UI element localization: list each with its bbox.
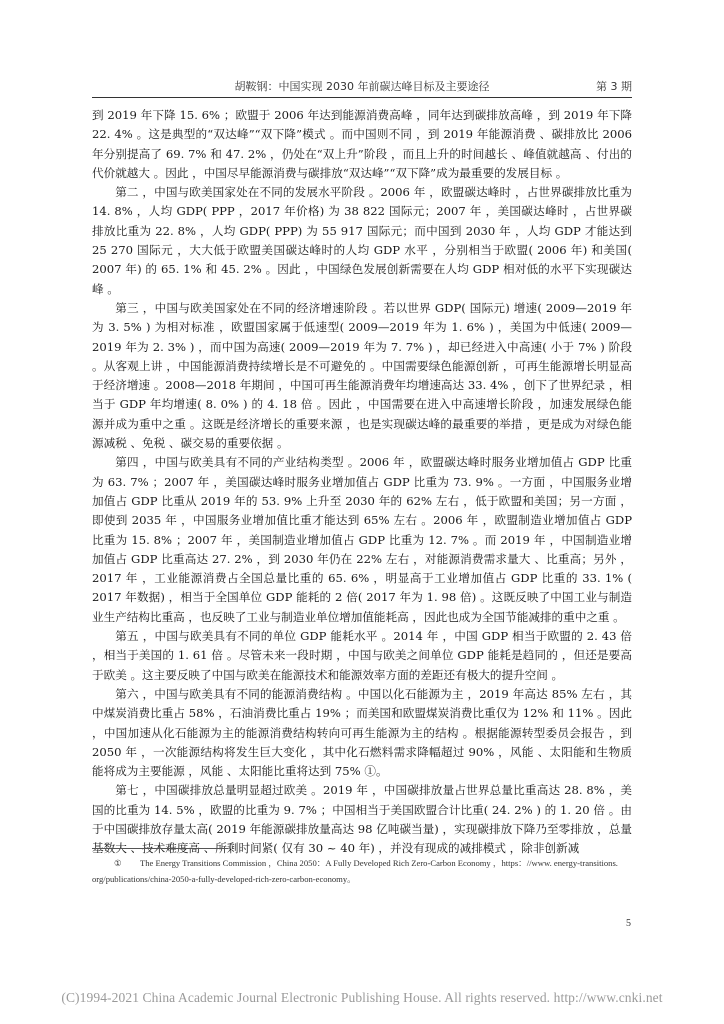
copyright-watermark: (C)1994-2021 China Academic Journal Electronic Publishing House. All rights reserved. http://www.cnki.net: [61, 990, 663, 1005]
header-issue: 第 3 期: [596, 80, 632, 93]
paragraph-continued: 到 2019 年下降 15. 6% ；欧盟于 2006 年达到能源消费高峰 ，同年达到碳排放高峰 ，到 2019 年下降 22. 4% 。这是典型的“双达峰”“双下降”模式 。而中国则不同 ，到 2019 年能源消费 、碳排放比 2006 年分别提高了 69. 7% 和 47. 2% ，仍处在“双上升”阶段 ，而且上升的时间越长 、峰值就越高 、付出的代价就越大 。因此 ，中国尽早能源消费与碳排放“双达峰”“双下降”成为最重要的发展目标 。: [92, 108, 632, 180]
body-text: [92, 106, 632, 859]
paragraph-sixth: 第六 ，中国与欧美具有不同的能源消费结构 。中国以化石能源为主 ，2019 年高达 85% 左右 ，其中煤炭消费比重占 58% ，石油消费比重占 19% ；而美国和欧盟煤炭消费比重仅为 12% 和 11% 。因此 ，中国加速从化石能源为主的能源消费结构转向可再生能源为主的结构 。根据能源转型委员会报告 ，到 2050 年 ，一次能源结构将发生巨大变化 ，其中化石燃料需求降幅超过 90% ，风能 、太阳能和生物质能将成为主要能源 ，风能 、太阳能比重将达到 75% ①。: [92, 686, 632, 779]
header-rule: [92, 97, 632, 98]
paragraph-fifth: 第五 ，中国与欧美具有不同的单位 GDP 能耗水平 。2014 年 ，中国 GDP 相当于欧盟的 2. 43 倍 ，相当于美国的 1. 61 倍 。尽管未来一段时期 ，中国与欧美之间单位 GDP 能耗是趋同的 ，但还是要高于欧美 。这主要反映了中国与欧美在能源技术和能源效率方面的差距还有极大的提升空间 。: [92, 629, 632, 682]
paragraph-second: 第二 ，中国与欧美国家处在不同的发展水平阶段 。2006 年 ，欧盟碳达峰时 ，占世界碳排放比重为 14. 8% ，人均 GDP( PPP ，2017 年价格) 为 38 822 国际元；2007 年 ，美国碳达峰时 ，占世界碳排放比重为 22. 8% ，人均 GDP( PPP) 为 55 917 国际元；而中国到 2030 年 ，人均 GDP 才能达到 25 270 国际元 ，大大低于欧盟美国碳达峰时的人均 GDP 水平 ，分别相当于欧盟( 2006 年) 和美国( 2007 年) 的 65. 1% 和 45. 2% 。因此 ，中国绿色发展创新需要在人均 GDP 相对低的水平下实现碳达峰 。: [92, 185, 632, 296]
header-title: 胡鞍钢：中国实现 2030 年前碳达峰目标及主要途径: [234, 80, 490, 93]
paragraph-seventh: 第七 ，中国碳排放总量明显超过欧美 。2019 年 ，中国碳排放量占世界总量比重高达 28. 8% ，美国的比重为 14. 5% ，欧盟的比重为 9. 7% ；中国相当于美国欧盟合计比重( 24. 2% ) 的 1. 20 倍 。由于中国碳排放存量太高( 2019 年能源碳排放量高达 98 亿吨碳当量) ，实现碳排放下降乃至零排放 ，总量基数大 、技术难度高 、所剩时间紧( 仅有 30 ~ 40 年) ，并没有现成的减排模式 ，除非创新减: [92, 783, 632, 856]
paragraph-third: 第三 ，中国与欧美国家处在不同的经济增速阶段 。若以世界 GDP( 国际元) 增速( 2009—2019 年为 3. 5% ) 为相对标准 ，欧盟国家属于低速型( 2009—2019 年为 1. 6% ) ，美国为中低速( 2009—2019 年为 2. 3% ) ，而中国为高速( 2009—2019 年为 7. 7% ) ，却已经进入中高速( 小于 7% ) 阶段 。从客观上讲 ，中国能源消费持续增长是不可避免的 。中国需要绿色能源创新 ，可再生能源增长明显高于经济增速 。2008—2018 年期间 ，中国可再生能源消费年均增速高达 33. 4% ，创下了世界纪录 ，相当于 GDP 年均增速( 8. 0% ) 的 4. 18 倍 。因此 ，中国需要在进入中高速增长阶段 ，加速发展绿色能源并成为重中之重 。这既是经济增长的重要来源 ，也是实现碳达峰的最重要的举措 ，更是成为对绿色能源减税 、免税 、碳交易的重要依据 。: [92, 300, 632, 451]
footnote-text: The Energy Transitions Commission ，China 2050：A Fully Developed Rich Zero-Carbon Economy ，https：//www. energy-transitions. org/publications/china-2050-a-fully-developed-rich-zero-carbon-economy。: [92, 858, 618, 884]
running-header: [92, 78, 632, 96]
paragraph-fourth: 第四 ，中国与欧美具有不同的产业结构类型 。2006 年 ，欧盟碳达峰时服务业增加值占 GDP 比重为 63. 7% ；2007 年 ，美国碳达峰时服务业增加值占 GDP 比重为 73. 9% 。一方面 ，中国服务业增加值占 GDP 比重从 2019 年的 53. 9% 上升至 2030 年的 62% 左右 ，低于欧盟和美国；另一方面 ，即使到 2035 年 ，中国服务业增加值比重才能达到 65% 左右 。2006 年 ，欧盟制造业增加值占 GDP 比重为 15. 8% ；2007 年 ，美国制造业增加值占 GDP 比重为 12. 7% 。而 2019 年 ，中国制造业增加值占 GDP 比重高达 27. 2% ，到 2030 年仍在 22% 左右 ，对能源消费需求量大 、比重高；另外 ，2017 年 ，工业能源消费占全国总量比重的 65. 6% ，明显高于工业增加值占 GDP 比重的 33. 1% ( 2017 年数据) ，相当于全国单位 GDP 能耗的 2 倍( 2017 年为 1. 98 倍) 。这既反映了中国工业与制造业生产结构比重高 ，也反映了工业与制造业单位增加值能耗高 ，因此也成为全国节能减排的重中之重 。: [92, 455, 632, 624]
page-number: 5: [626, 918, 631, 929]
footnote-mark: ①: [114, 858, 122, 868]
footnote-rule: [92, 848, 228, 849]
footnote: [92, 855, 632, 887]
